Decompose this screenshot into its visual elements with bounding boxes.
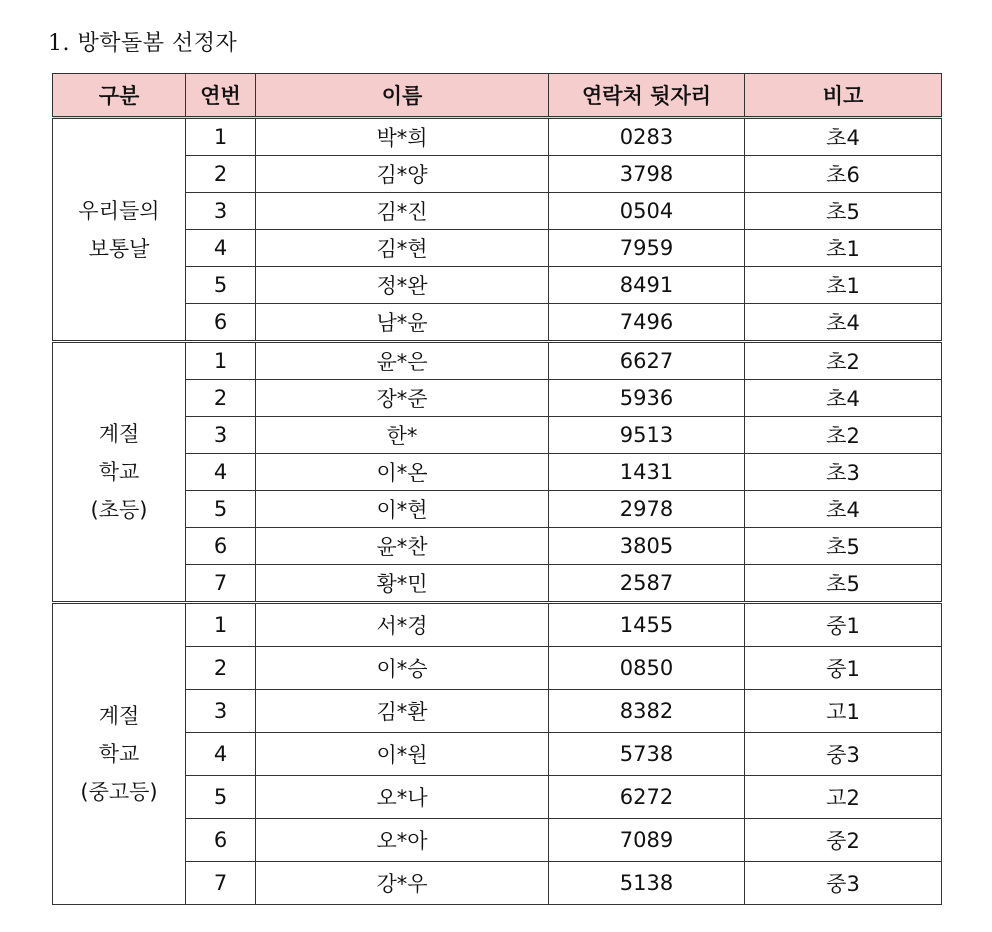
- row-phone: 3798: [549, 156, 745, 193]
- row-number: 5: [186, 776, 256, 819]
- table-row: [53, 776, 942, 819]
- table-header-row: [53, 74, 942, 118]
- group-cell: [53, 118, 186, 342]
- group-label-line: 보통날: [88, 236, 150, 261]
- row-name: 한*: [256, 417, 549, 454]
- row-name: 윤*찬: [256, 528, 549, 565]
- row-number: 4: [186, 454, 256, 491]
- row-phone: 8491: [549, 267, 745, 304]
- row-name: 박*희: [256, 118, 549, 156]
- row-number: 1: [186, 118, 256, 156]
- row-phone: 9513: [549, 417, 745, 454]
- group-label-line: 학교: [98, 742, 140, 766]
- row-phone: 5738: [549, 733, 745, 776]
- row-name: 정*완: [256, 267, 549, 304]
- row-name: 김*환: [256, 690, 549, 733]
- row-number: 6: [186, 304, 256, 342]
- table-row: [53, 690, 942, 733]
- row-name: 강*우: [256, 862, 549, 905]
- group-label-line: 계절: [98, 422, 140, 446]
- row-number: 3: [186, 690, 256, 733]
- selection-table: [52, 73, 942, 905]
- row-name: 윤*은: [256, 342, 549, 380]
- row-note: 초1: [745, 230, 942, 267]
- table-row: [53, 342, 942, 380]
- row-phone: 5138: [549, 862, 745, 905]
- row-number: 2: [186, 380, 256, 417]
- row-note: 중1: [745, 647, 942, 690]
- row-number: 3: [186, 193, 256, 230]
- row-number: 5: [186, 267, 256, 304]
- group-label-line: 계절: [98, 704, 140, 728]
- row-number: 6: [186, 528, 256, 565]
- section-ordinary-day: [53, 118, 942, 342]
- row-name: 오*나: [256, 776, 549, 819]
- section-seasonal-school-secondary: [53, 603, 942, 905]
- row-note: 중3: [745, 733, 942, 776]
- row-name: 김*진: [256, 193, 549, 230]
- table-row: [53, 417, 942, 454]
- header-name: 이름: [256, 74, 549, 118]
- group-cell: [53, 342, 186, 603]
- row-phone: 0504: [549, 193, 745, 230]
- row-note: 초4: [745, 491, 942, 528]
- table-row: [53, 603, 942, 647]
- row-note: 초5: [745, 193, 942, 230]
- row-phone: 2978: [549, 491, 745, 528]
- row-name: 김*현: [256, 230, 549, 267]
- table-row: [53, 862, 942, 905]
- row-phone: 0850: [549, 647, 745, 690]
- row-note: 중1: [745, 603, 942, 647]
- table-row: [53, 454, 942, 491]
- row-phone: 6272: [549, 776, 745, 819]
- table-row: [53, 565, 942, 603]
- row-note: 초4: [745, 304, 942, 342]
- row-name: 남*윤: [256, 304, 549, 342]
- row-phone: 7959: [549, 230, 745, 267]
- table-row: [53, 193, 942, 230]
- table-row: [53, 733, 942, 776]
- group-label-line: 우리들의: [78, 198, 160, 223]
- row-name: 장*준: [256, 380, 549, 417]
- row-note: 초6: [745, 156, 942, 193]
- row-number: 7: [186, 862, 256, 905]
- row-phone: 7496: [549, 304, 745, 342]
- row-name: 이*원: [256, 733, 549, 776]
- row-note: 초2: [745, 417, 942, 454]
- row-number: 2: [186, 647, 256, 690]
- row-note: 초5: [745, 528, 942, 565]
- row-number: 3: [186, 417, 256, 454]
- row-note: 중2: [745, 819, 942, 862]
- row-phone: 2587: [549, 565, 745, 603]
- header-no: 연번: [186, 74, 256, 118]
- table-row: [53, 304, 942, 342]
- row-name: 황*민: [256, 565, 549, 603]
- row-phone: 6627: [549, 342, 745, 380]
- row-note: 고2: [745, 776, 942, 819]
- row-number: 7: [186, 565, 256, 603]
- row-phone: 0283: [549, 118, 745, 156]
- row-note: 초4: [745, 118, 942, 156]
- table-row: [53, 819, 942, 862]
- row-name: 김*양: [256, 156, 549, 193]
- section-seasonal-school-elementary: [53, 342, 942, 603]
- row-note: 초1: [745, 267, 942, 304]
- group-label-line: 학교: [98, 460, 140, 484]
- row-phone: 5936: [549, 380, 745, 417]
- group-label-line: (초등): [90, 498, 148, 522]
- table-row: [53, 118, 942, 156]
- row-note: 초3: [745, 454, 942, 491]
- row-number: 5: [186, 491, 256, 528]
- table-row: [53, 380, 942, 417]
- group-cell: [53, 603, 186, 905]
- row-number: 1: [186, 342, 256, 380]
- group-label-line: (중고등): [80, 780, 158, 804]
- row-number: 1: [186, 603, 256, 647]
- row-number: 4: [186, 733, 256, 776]
- table-row: [53, 491, 942, 528]
- row-note: 고1: [745, 690, 942, 733]
- row-note: 초5: [745, 565, 942, 603]
- header-group: 구분: [53, 74, 186, 118]
- row-name: 이*온: [256, 454, 549, 491]
- header-phone: 연락처 뒷자리: [549, 74, 745, 118]
- row-number: 6: [186, 819, 256, 862]
- row-note: 초4: [745, 380, 942, 417]
- table-row: [53, 230, 942, 267]
- row-phone: 3805: [549, 528, 745, 565]
- row-name: 서*경: [256, 603, 549, 647]
- row-name: 이*현: [256, 491, 549, 528]
- header-note: 비고: [745, 74, 942, 118]
- row-number: 4: [186, 230, 256, 267]
- table-row: [53, 528, 942, 565]
- table-row: [53, 647, 942, 690]
- row-phone: 1455: [549, 603, 745, 647]
- table-row: [53, 267, 942, 304]
- row-name: 오*아: [256, 819, 549, 862]
- table-row: [53, 156, 942, 193]
- row-number: 2: [186, 156, 256, 193]
- row-note: 초2: [745, 342, 942, 380]
- row-phone: 7089: [549, 819, 745, 862]
- document-title: 1. 방학돌봄 선정자: [48, 31, 238, 56]
- row-phone: 1431: [549, 454, 745, 491]
- row-note: 중3: [745, 862, 942, 905]
- row-phone: 8382: [549, 690, 745, 733]
- row-name: 이*승: [256, 647, 549, 690]
